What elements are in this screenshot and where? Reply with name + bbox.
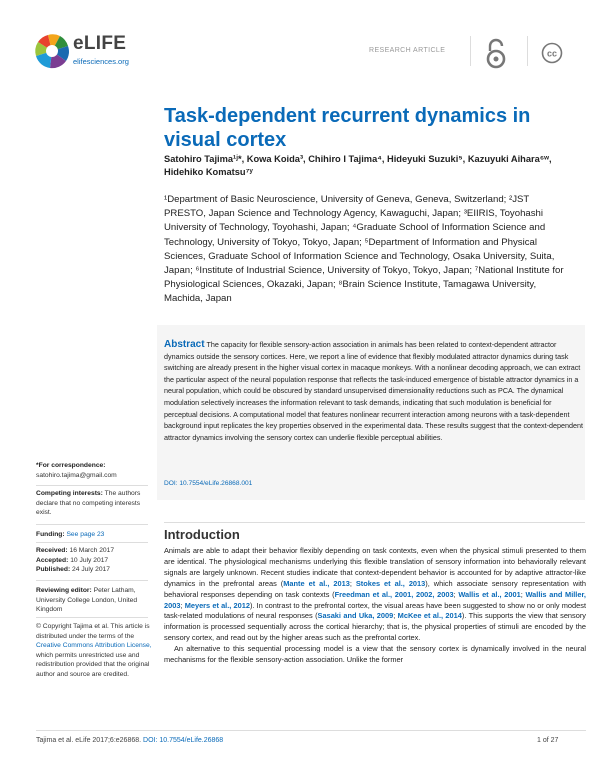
footer-doi-link[interactable]: DOI: 10.7554/eLife.26868	[143, 737, 224, 744]
header-divider	[470, 36, 471, 66]
editor-block	[36, 586, 154, 615]
article-title: Task-dependent recurrent dynamics in visual cortex	[164, 105, 531, 151]
abstract-doi-link[interactable]: DOI: 10.7554/eLife.26868.001	[164, 480, 253, 487]
published-date: 24 July 2017	[72, 566, 110, 574]
intro-text: ;	[453, 589, 459, 599]
intro-paragraph	[164, 546, 586, 644]
abstract-heading: Abstract	[164, 339, 205, 350]
page-number: 1 of 27	[537, 737, 559, 744]
license-link[interactable]: Creative Commons Attribution License,	[36, 642, 152, 650]
sidebar-divider	[36, 580, 148, 581]
intro-text: ;	[520, 589, 526, 599]
citation-link[interactable]: Wallis et al., 2001	[458, 589, 521, 599]
citation-link[interactable]: Stokes et al., 2013	[355, 578, 426, 588]
intro-text: ). This supports the view that sensory information is processed sequentially across the cortical hierarchy; that is, the physical properties of stimuli are encoded by the sensory cortex, and read out by the higher areas such as the prefrontal cortex.	[164, 611, 586, 643]
intro-text: ;	[349, 578, 356, 588]
sidebar-divider	[36, 485, 148, 486]
intro-text: Animals are able to adapt their behavior flexibly depending on task contexts, even when the physical stimuli presented to them are identical. The physiological mechanisms underlying this flexible translation of sensory information into behaviorally relevant signals are largely unknown. Recent studies indicate that context-dependent behavior is accounted for by adaptive attractor-like dynamics in the prefrontal areas (	[164, 546, 586, 588]
funding-link[interactable]: See page 23	[66, 531, 105, 538]
open-access-icon[interactable]	[482, 38, 510, 70]
intro-text: ;	[393, 611, 398, 621]
citation-link[interactable]: Sasaki and Uka, 2009	[317, 611, 394, 621]
intro-body	[164, 546, 586, 666]
footer-divider	[36, 730, 586, 731]
copyright-suffix: which permits unrestricted use and redistribution provided that the original author and source are credited.	[36, 651, 150, 678]
sidebar-divider	[36, 617, 148, 618]
funding-label: Funding:	[36, 531, 65, 538]
logo-url-link[interactable]: elifesciences.org	[73, 57, 129, 66]
correspondence-label: *For correspondence:	[36, 462, 106, 469]
intro-text: ), which associate sensory representation with behavioral responses depending on task contexts (	[164, 578, 587, 599]
correspondence-block	[36, 461, 154, 480]
accepted-label: Accepted:	[36, 556, 69, 564]
accepted-date: 10 July 2017	[70, 556, 109, 564]
intro-paragraph: An alternative to this sequential processing model is a view that the sensory cortex is dynamically involved in the neural mechanisms for the flexible sensory-action association. Unlike the former	[164, 644, 586, 665]
citation-link[interactable]: Wallis and Miller, 2003	[164, 589, 586, 610]
intro-divider	[164, 522, 585, 523]
logo-wordmark: eLIFE	[73, 33, 127, 54]
competing-block	[36, 489, 154, 518]
competing-label: Competing interests:	[36, 490, 103, 497]
received-label: Received:	[36, 547, 68, 554]
dates-block	[36, 546, 154, 575]
intro-heading: Introduction	[164, 527, 240, 542]
copyright-block	[36, 622, 154, 680]
sidebar-divider	[36, 524, 148, 525]
editor-label: Reviewing editor:	[36, 587, 92, 594]
abstract	[164, 339, 584, 443]
cc-label: cc	[546, 48, 558, 59]
citation-link[interactable]: Mante et al., 2013	[283, 578, 350, 588]
abstract-text: The capacity for flexible sensory-action association in animals has been related to context-dependent attractor dynamics outside the sensory cortices. Here, we report a line of evidence that flexibly modulated attractor dynamics during task switching are already present in the higher visual cortex in macaque monkeys. With a nonlinear decoding approach, we can extract the particular aspect of the neural population response that reflects the task-induced emergence of bistable attractor dynamics in a neural population, which could be obscured by standard unsupervised dimensionality reductions such as PCA. The dynamical modulation selectively increases the information relevant to task demands, indicating that such modulation is beneficial for perceptual decisions. A computational model that features nonlinear recurrent interaction among neurons with a task-dependent background input replicates the key properties observed in the experimental data. These results suggest that the context-dependent attractor dynamics involving the sensory cortex can underlie flexible perceptual abilities.	[164, 340, 583, 442]
author-list: Satohiro Tajima¹ʲ*, Kowa Koida³, Chihiro I Tajima⁴, Hideyuki Suzuki⁵, Kazuyuki Aihara⁶ʷ, Hidehiko Komatsu⁷ʸ	[164, 154, 552, 177]
competing-value: The authors declare that no competing interests exist.	[36, 490, 141, 517]
editor-value: Peter Latham, University College London, United Kingdom	[36, 587, 138, 614]
affiliations: ¹Department of Basic Neuroscience, University of Geneva, Geneva, Switzerland; ²JST PRESTO, Japan Science and Technology Agency, Kawaguchi, Japan; ³EIIRIS, Toyohashi University of Technology, Toyohashi, Japan; ⁴Graduate School of Information Science and Technology, University of Tokyo, Tokyo, Japan; ⁵Department of Information and Physical Sciences, Graduate School of Information Science and Technology, Osaka University, Suita, Japan; ⁶Institute of Industrial Science, University of Tokyo, Tokyo, Japan; ⁷National Institute for Physiological Sciences, Okazaki, Japan; ⁸Brain Science Institute, Tamagawa University, Machida, Japan	[164, 194, 564, 305]
footer-citation	[36, 737, 223, 744]
citation-link[interactable]: Freedman et al., 2001, 2002, 2003	[334, 589, 454, 599]
published-label: Published:	[36, 566, 71, 574]
header-divider	[527, 36, 528, 66]
article-type-label: RESEARCH ARTICLE	[369, 47, 446, 54]
correspondence-email[interactable]: satohiro.tajima@gmail.com	[36, 471, 117, 479]
received-date: 16 March 2017	[69, 547, 115, 554]
intro-text: ;	[180, 600, 185, 610]
citation-text: Tajima et al. eLife 2017;6:e26868.	[36, 737, 142, 744]
creative-commons-icon[interactable]	[541, 42, 563, 64]
sidebar-divider	[36, 542, 148, 543]
intro-text: ). In contrast to the prefrontal cortex, the visual areas have been suggested to show no or only modest task-related modulations of neural responses (	[164, 600, 586, 621]
citation-link[interactable]: McKee et al., 2014	[397, 611, 462, 621]
copyright-prefix: © Copyright Tajima et al. This article is distributed under the terms of the	[36, 623, 150, 640]
citation-link[interactable]: Meyers et al., 2012	[184, 600, 250, 610]
funding-block	[36, 530, 154, 540]
